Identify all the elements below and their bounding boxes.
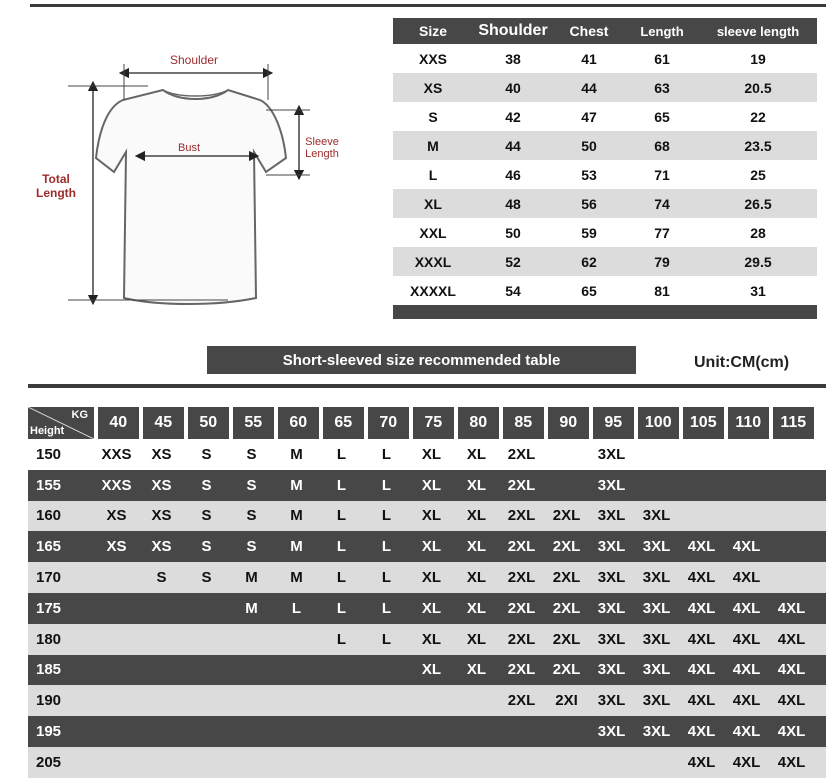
size-cell-size: XXXL [414,253,452,270]
size-row [393,160,817,189]
height-row [28,470,826,501]
height-cell: 190 [36,692,62,710]
recommended-size-cell: XS [151,538,172,556]
size-cell-chest: 47 [581,108,597,125]
size-cell-sleeve-length: 29.5 [744,253,772,270]
weight-header-cell: 70 [368,407,410,439]
middle-divider [28,384,826,388]
recommended-size-cell: 4XL [732,661,761,679]
weight-header-cell: 45 [143,407,185,439]
size-cell-chest: 59 [581,224,597,241]
recommended-size-cell: 2XL [507,630,536,648]
recommended-size-cell: S [246,445,257,463]
size-row [393,247,817,276]
recommended-size-cell: S [156,569,167,587]
height-row [28,716,826,747]
recommended-size-cell: L [336,630,347,648]
recommended-size-cell: 4XL [732,569,761,587]
recommended-size-cell: XL [421,445,442,463]
size-cell-shoulder: 46 [505,166,521,183]
recommended-size-cell: S [246,507,257,525]
recommended-size-cell: 2XL [552,569,581,587]
height-row [28,747,826,778]
recommended-size-cell: 4XL [777,753,806,771]
size-cell-size: XXXXL [410,282,456,299]
recommended-size-cell: M [245,599,258,617]
recommended-size-cell: 2XL [552,661,581,679]
recommended-size-cell: 3XL [642,569,671,587]
recommended-size-cell: XL [466,476,487,494]
recommended-size-cell: 2XL [507,599,536,617]
height-cell: 150 [36,445,62,463]
weight-header-cell: 50 [188,407,230,439]
height-row [28,624,826,655]
recommended-size-cell: 2XL [507,661,536,679]
recommended-size-cell: 4XL [732,723,761,741]
recommended-size-cell: L [336,507,347,525]
weight-header-row [28,407,826,439]
table-corner-cell [28,407,94,439]
size-cell-sleeve-length: 20.5 [744,79,772,96]
size-row [393,131,817,160]
height-label: Height [30,425,65,437]
recommended-size-cell: 2XL [507,569,536,587]
size-cell-length: 77 [654,224,670,241]
recommended-size-cell: 2XL [552,599,581,617]
recommended-size-cell: M [290,476,303,494]
recommended-size-cell: 4XL [687,692,716,710]
size-cell-size: XXL [419,224,447,241]
height-weight-body [28,439,826,778]
size-cell-shoulder: 44 [505,137,521,154]
size-cell-size: XL [424,195,442,212]
recommended-size-cell: M [245,569,258,587]
recommended-size-cell: 3XL [642,661,671,679]
recommended-size-cell: XXS [101,476,132,494]
recommended-size-cell: 3XL [597,661,626,679]
recommended-size-cell: M [290,569,303,587]
size-cell-sleeve-length: 25 [750,166,766,183]
sleeve-length-label [300,136,344,160]
size-cell-shoulder: 54 [505,282,521,299]
recommended-size-cell: S [246,538,257,556]
recommended-size-cell: 4XL [687,630,716,648]
size-cell-sleeve-length: 26.5 [744,195,772,212]
recommended-size-cell: S [201,569,212,587]
recommended-size-cell: L [336,445,347,463]
recommended-size-cell: 3XL [642,692,671,710]
recommended-size-cell: 2XL [507,692,536,710]
recommended-size-cell: S [201,538,212,556]
recommended-size-cell: 4XL [732,538,761,556]
shoulder-label: Shoulder [169,53,219,67]
recommended-size-cell: M [290,445,303,463]
weight-header-cell: 90 [548,407,590,439]
total-label-line2: Length [36,186,76,200]
height-row [28,501,826,532]
recommended-size-cell: 4XL [687,569,716,587]
header-chest: Chest [569,23,609,39]
weight-header-cell: 40 [98,407,140,439]
size-cell-length: 61 [654,50,670,67]
recommended-size-cell: 2XL [507,476,536,494]
recommended-size-cell: 4XL [732,599,761,617]
recommended-size-cell: S [201,445,212,463]
size-row [393,189,817,218]
recommended-size-cell: S [201,476,212,494]
size-cell-length: 79 [654,253,670,270]
size-cell-shoulder: 50 [505,224,521,241]
recommended-size-cell: L [381,445,392,463]
recommended-size-cell: 3XL [642,630,671,648]
height-row [28,562,826,593]
size-row [393,73,817,102]
recommended-size-cell: M [290,538,303,556]
size-cell-shoulder: 42 [505,108,521,125]
size-chart-footer [393,305,817,319]
recommended-size-cell: 3XL [597,723,626,741]
recommended-size-cell: L [381,569,392,587]
recommended-size-cell: L [336,538,347,556]
height-cell: 155 [36,476,62,494]
recommended-size-cell: S [246,476,257,494]
tshirt-diagram [28,40,358,330]
recommended-size-cell: 2XL [552,507,581,525]
recommended-size-cell: XL [421,507,442,525]
size-chart-body [393,44,817,305]
recommended-size-cell: 4XL [777,692,806,710]
recommended-size-cell: 3XL [642,723,671,741]
recommended-size-cell: 4XL [687,661,716,679]
height-cell: 195 [36,723,62,741]
size-cell-size: XXS [418,50,447,67]
recommended-size-cell: XS [151,476,172,494]
height-cell: 165 [36,538,62,556]
size-cell-chest: 56 [581,195,597,212]
recommended-size-cell: L [291,599,302,617]
size-cell-length: 63 [654,79,670,96]
height-cell: 170 [36,569,62,587]
size-cell-sleeve-length: 23.5 [744,137,772,154]
recommended-size-cell: 3XL [597,538,626,556]
recommended-size-cell: 2XL [552,538,581,556]
recommended-size-cell: XL [466,630,487,648]
recommended-size-cell: M [290,507,303,525]
weight-header-cell: 95 [593,407,635,439]
recommended-size-cell: XS [151,445,172,463]
recommended-size-cell: XL [421,569,442,587]
weight-header-cell: 105 [683,407,725,439]
weight-header-cell: 75 [413,407,455,439]
recommended-size-cell: L [381,476,392,494]
size-chart-table [393,18,817,319]
weight-header-cell: 100 [638,407,680,439]
size-cell-length: 65 [654,108,670,125]
recommended-size-cell: XL [421,661,442,679]
height-row [28,593,826,624]
weight-header-cell: 115 [773,407,815,439]
height-row [28,439,826,470]
header-sleeve-length: sleeve length [716,23,800,39]
recommended-size-cell: 3XL [597,630,626,648]
size-cell-sleeve-length: 28 [750,224,766,241]
top-divider [30,4,826,7]
size-cell-shoulder: 40 [505,79,521,96]
sleeve-label-line1: Sleeve [305,136,339,148]
weight-header-cell: 110 [728,407,770,439]
kg-label: KG [71,409,88,421]
unit-label: Unit:CM(cm) [694,354,790,371]
recommended-size-cell: 4XL [777,723,806,741]
recommended-size-cell: L [381,599,392,617]
recommended-size-cell: L [381,507,392,525]
size-cell-chest: 65 [581,282,597,299]
height-row [28,655,826,686]
recommended-size-cell: 2XL [507,538,536,556]
size-cell-chest: 44 [581,79,597,96]
recommended-size-cell: XL [421,538,442,556]
recommended-size-cell: 2XL [552,630,581,648]
recommended-size-cell: 3XL [597,599,626,617]
recommend-table-title: Short-sleeved size recommended table [207,346,636,374]
recommended-size-cell: 4XL [687,753,716,771]
recommended-size-cell: 4XL [687,723,716,741]
recommended-size-cell: 2XI [555,692,578,710]
recommended-size-cell: 3XL [642,599,671,617]
size-row [393,276,817,305]
recommended-size-cell: XS [106,507,127,525]
header-shoulder: Shoulder [478,22,548,39]
weight-header-cell: 80 [458,407,500,439]
recommended-size-cell: 2XL [507,445,536,463]
weight-header-cell: 55 [233,407,275,439]
bust-label: Bust [177,142,200,154]
size-cell-size: M [427,137,439,154]
size-cell-sleeve-length: 22 [750,108,766,125]
recommended-size-cell: 3XL [597,569,626,587]
height-cell: 180 [36,630,62,648]
recommended-size-cell: 3XL [597,445,626,463]
header-size: Size [418,23,447,39]
size-cell-chest: 50 [581,137,597,154]
recommended-size-cell: XL [421,599,442,617]
size-cell-chest: 53 [581,166,597,183]
size-cell-size: XS [423,79,443,96]
recommended-size-cell: XXS [101,445,132,463]
size-cell-sleeve-length: 31 [750,282,766,299]
size-cell-shoulder: 38 [505,50,521,67]
recommended-size-cell: 4XL [777,599,806,617]
recommended-size-cell: L [381,630,392,648]
size-chart-header [393,18,817,44]
recommended-size-cell: 4XL [777,630,806,648]
size-cell-shoulder: 52 [505,253,521,270]
recommended-size-cell: XS [106,538,127,556]
recommended-size-cell: XL [466,445,487,463]
recommended-size-cell: XL [421,476,442,494]
recommended-size-cell: L [336,476,347,494]
recommended-size-cell: 3XL [597,692,626,710]
recommended-size-cell: 3XL [597,507,626,525]
recommended-size-cell: 4XL [687,599,716,617]
size-row [393,44,817,73]
weight-header-cell: 85 [503,407,545,439]
size-cell-size: S [428,108,438,125]
sleeve-label-line2: Length [305,148,339,160]
size-cell-shoulder: 48 [505,195,521,212]
size-cell-length: 68 [654,137,670,154]
recommended-size-cell: S [201,507,212,525]
recommended-size-cell: L [336,599,347,617]
size-row [393,102,817,131]
recommended-size-cell: 3XL [642,507,671,525]
height-cell: 175 [36,599,62,617]
recommended-size-cell: XS [151,507,172,525]
height-cell: 160 [36,507,62,525]
recommended-size-cell: L [381,538,392,556]
size-cell-chest: 41 [581,50,597,67]
total-length-label [28,172,84,200]
size-cell-size: L [428,166,438,183]
recommended-size-cell: 4XL [777,661,806,679]
weight-header-cell: 60 [278,407,320,439]
recommended-size-cell: 4XL [732,630,761,648]
header-length: Length [640,23,684,39]
size-cell-length: 71 [654,166,670,183]
height-cell: 205 [36,753,62,771]
recommended-size-cell: 3XL [597,476,626,494]
recommended-size-cell: XL [466,569,487,587]
recommended-size-cell: XL [466,507,487,525]
weight-header-cell: 65 [323,407,365,439]
recommended-size-cell: 4XL [732,692,761,710]
total-label-line1: Total [42,172,70,186]
height-weight-table [28,407,826,778]
recommended-size-cell: 3XL [642,538,671,556]
recommended-size-cell: XL [466,538,487,556]
size-cell-chest: 62 [581,253,597,270]
height-cell: 185 [36,661,62,679]
height-row [28,685,826,716]
recommended-size-cell: L [336,569,347,587]
recommended-size-cell: 2XL [507,507,536,525]
recommended-size-cell: XL [421,630,442,648]
recommended-size-cell: 4XL [687,538,716,556]
size-cell-sleeve-length: 19 [750,50,766,67]
height-row [28,531,826,562]
size-cell-length: 81 [654,282,670,299]
recommended-size-cell: 4XL [732,753,761,771]
recommended-size-cell: XL [466,661,487,679]
size-cell-length: 74 [654,195,670,212]
recommended-size-cell: XL [466,599,487,617]
size-row [393,218,817,247]
